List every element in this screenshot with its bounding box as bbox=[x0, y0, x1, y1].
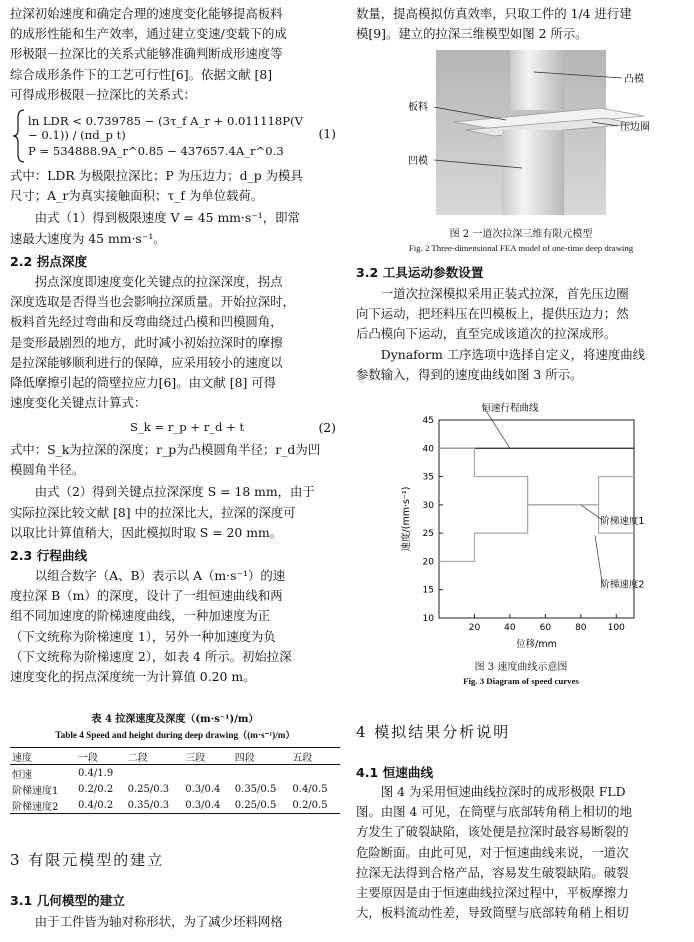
text-line: 是变形最剧烈的地方，此时减小初始拉深时的摩擦 bbox=[10, 334, 283, 350]
equation-line: ln LDR < 0.739785 − (3τ_f A_r + 0.011118P(V − 0.1)) / (πd_p t) bbox=[28, 114, 303, 142]
y-tick-label: 10 bbox=[422, 614, 434, 624]
text-line: 拉深无法得到合格产品，容易发生破裂缺陷。破裂 bbox=[356, 864, 629, 880]
figure-caption: 图 3 速度曲线示意图 bbox=[474, 662, 568, 673]
y-tick-label: 30 bbox=[422, 500, 434, 511]
figure-caption-en: Fig. 3 Diagram of speed curves bbox=[463, 676, 579, 686]
table-cell bbox=[183, 765, 233, 782]
section-heading: 2.2 拐点深度 bbox=[10, 254, 88, 269]
section-heading: 4 模拟结果分析说明 bbox=[356, 723, 511, 741]
annotation-label: 阶梯速度2 bbox=[600, 579, 645, 591]
text-line: 向下运动，把坯料压在凹模板上，提供压边力；然 bbox=[356, 306, 629, 322]
equation-line: S_k = r_p + r_d + t bbox=[130, 420, 245, 434]
table-header: 五段 bbox=[292, 752, 313, 764]
table-row bbox=[10, 781, 340, 797]
equation-line: P = 534888.9A_r^0.85 − 437657.4A_r^0.3 bbox=[28, 144, 284, 158]
table-cell: 0.4/0.2 bbox=[78, 799, 114, 811]
figure-2 bbox=[356, 50, 686, 253]
y-tick-label: 35 bbox=[422, 472, 434, 483]
table-cell bbox=[233, 765, 291, 782]
x-axis-label: 位移/mm bbox=[516, 639, 557, 650]
section-heading: 3.2 工具运动参数设置 bbox=[356, 265, 484, 280]
intro-paragraph bbox=[10, 4, 340, 105]
y-tick-label: 25 bbox=[422, 529, 434, 540]
table-cell: 0.2/0.2 bbox=[78, 783, 114, 795]
text-line: 图 4 为采用恒速曲线拉深时的成形极限 FLD bbox=[380, 784, 626, 799]
text-line: （下文统称为阶梯速度 2），如表 4 所示。初始拉深 bbox=[10, 648, 292, 664]
table-cell: 0.4/0.5 bbox=[292, 783, 328, 795]
fea-model-illustration bbox=[356, 50, 686, 215]
text-line: 后凸模向下运动，直至完成该道次的拉深成形。 bbox=[356, 326, 617, 342]
section-heading: 2.3 行程曲线 bbox=[10, 548, 88, 563]
text-line: 式中：S_k为拉深的深度；r_p为凸模圆角半径；r_d为凹 bbox=[10, 442, 321, 457]
table-cell: 0.2/0.5 bbox=[292, 799, 328, 811]
annotation-leader bbox=[595, 535, 602, 583]
table-cell bbox=[126, 765, 184, 782]
table-cell bbox=[290, 765, 340, 782]
equation-number: (2) bbox=[318, 420, 336, 435]
table-cell: 阶梯速度1 bbox=[12, 785, 59, 797]
paragraph bbox=[10, 272, 340, 413]
table-header: 二段 bbox=[127, 752, 148, 764]
text-line: 模[9]。建立的拉深三维模型如图 2 所示。 bbox=[356, 26, 588, 42]
annotation-label: 恒速行程曲线 bbox=[481, 402, 539, 414]
speed-table bbox=[10, 747, 340, 814]
table-cell: 阶梯速度2 bbox=[12, 801, 59, 813]
table-header: 三段 bbox=[185, 752, 206, 764]
text-line: 以取比计算值稍大，因此模拟时取 S = 20 mm。 bbox=[10, 524, 283, 540]
brace-icon bbox=[10, 108, 30, 164]
text-line: 主要原因是由于恒速曲线拉深过程中，平板摩擦力 bbox=[356, 885, 629, 901]
text-line: 由式（1）得到极限速度 V = 45 mm·s⁻¹，即常 bbox=[34, 210, 300, 226]
table-cell: 0.3/0.4 bbox=[185, 799, 221, 811]
die-shape bbox=[502, 130, 564, 215]
punch-shape bbox=[510, 50, 564, 110]
text-line: 方发生了破裂缺陷，该处便是拉深时最容易断裂的 bbox=[356, 824, 629, 840]
text-line: 速度变化关键点计算式： bbox=[10, 395, 147, 411]
paragraph bbox=[10, 440, 340, 543]
table-header: 四段 bbox=[234, 752, 255, 764]
text-line: 拉深初始速度和确定合理的速度变化能够提高板料 bbox=[10, 6, 283, 21]
table-cell: 0.25/0.5 bbox=[234, 799, 277, 811]
text-line: 式中：LDR 为极限拉深比；P 为压边力；d_p 为模具 bbox=[10, 168, 303, 183]
x-tick-label: 40 bbox=[504, 623, 516, 633]
table-cell: 0.35/0.5 bbox=[234, 783, 277, 795]
x-tick-label: 100 bbox=[607, 623, 625, 633]
section-heading: 3.1 几何模型的建立 bbox=[10, 893, 125, 908]
label-punch: 凸模 bbox=[624, 74, 644, 85]
table-header-row bbox=[10, 748, 340, 765]
text-line: 模圆角半径。 bbox=[10, 462, 85, 478]
table-row bbox=[10, 765, 340, 782]
table-cell: 0.25/0.3 bbox=[127, 783, 170, 795]
label-blank: 板料 bbox=[408, 102, 428, 113]
text-line: 实际拉深比较文献 [8] 中的拉深比大，拉深的深度可 bbox=[10, 504, 296, 520]
table-cell: 恒速 bbox=[12, 769, 32, 781]
equation-number: (1) bbox=[318, 126, 336, 141]
text-line: 大，板料流动性差，导致筒壁与底部转角稍上相切 bbox=[356, 905, 629, 921]
paragraph bbox=[10, 566, 340, 687]
table-header: 速度 bbox=[12, 752, 32, 764]
text-line: 综合成形条件下的工艺可行性[6]。依据文献 [8] bbox=[10, 66, 273, 82]
text-line: 图。由图 4 可见，在筒壁与底部转角稍上相切的地 bbox=[356, 804, 632, 820]
paragraph bbox=[10, 166, 340, 249]
text-line: 度拉深 B（m）的深度，设计了一组恒速曲线和两 bbox=[10, 588, 283, 604]
label-die: 凹模 bbox=[408, 156, 428, 167]
table-caption-en: Table 4 Speed and height during deep drawing（(m·s⁻¹)/m） bbox=[55, 730, 295, 740]
text-line: 是拉深能够顺利进行的保障，应采用较小的速度以 bbox=[10, 354, 283, 370]
text-line: 速度变化的拐点深度统一为计算值 0.20 m。 bbox=[10, 669, 256, 685]
y-tick-label: 15 bbox=[422, 585, 434, 596]
section-heading: 4.1 恒速曲线 bbox=[356, 765, 434, 780]
annotation-label: 阶梯速度1 bbox=[600, 516, 645, 528]
text-line: 的成形性能和生产效率，通过建立变速/变载下的成 bbox=[10, 26, 287, 42]
table-row bbox=[10, 797, 340, 814]
y-tick-label: 45 bbox=[422, 416, 434, 426]
label-holder: 压边圈 bbox=[620, 122, 650, 133]
equation-2 bbox=[10, 418, 340, 438]
text-line: 尺寸；A_r为真实接触面积；τ_f 为单位载荷。 bbox=[10, 188, 264, 204]
x-tick-label: 20 bbox=[468, 623, 481, 633]
text-line: 降低摩擦引起的筒壁拉应力[6]。由文献 [8] 可得 bbox=[10, 375, 277, 391]
figure-caption: 图 2 一道次拉深三维有限元模型 bbox=[449, 229, 593, 240]
text-line: 形极限－拉深比的关系式能够准确判断成形速度等 bbox=[10, 46, 283, 62]
text-line: Dynaform 工序选项中选择自定义，将速度曲线 bbox=[380, 346, 646, 362]
text-line: 由式（2）得到关键点拉深深度 S = 18 mm，由于 bbox=[34, 484, 315, 500]
text-line: 数量，提高模拟仿真效率，只取工件的 1/4 进行建 bbox=[356, 6, 632, 21]
paragraph bbox=[356, 4, 686, 44]
table-cell: 0.4/1.9 bbox=[78, 767, 114, 779]
table-cell: 0.3/0.4 bbox=[185, 783, 221, 795]
y-axis-label: 速度/(mm·s⁻¹) bbox=[401, 486, 412, 552]
x-tick-label: 60 bbox=[539, 623, 552, 633]
paragraph bbox=[356, 284, 686, 385]
speed-curve-chart bbox=[356, 400, 686, 650]
text-line: 由于工件皆为轴对称形状，为了减少坯料网格 bbox=[34, 914, 283, 929]
text-line: 以组合数字（A、B）表示以 A（m·s⁻¹）的速 bbox=[34, 568, 286, 583]
text-line: 可得成形极限－拉深比的关系式： bbox=[10, 86, 196, 102]
table-caption: 表 4 拉深速度及深度（(m·s⁻¹)/m） bbox=[91, 714, 259, 725]
section-heading: 3 有限元模型的建立 bbox=[10, 851, 165, 869]
table-header: 一段 bbox=[78, 752, 98, 764]
paragraph bbox=[10, 912, 340, 932]
y-tick-label: 40 bbox=[422, 444, 434, 455]
text-line: 一道次拉深模拟采用正装式拉深，首先压边圈 bbox=[380, 286, 629, 301]
equation-1 bbox=[10, 108, 340, 164]
text-line: 危险断面。由此可见，对于恒速曲线来说，一道次 bbox=[356, 844, 629, 860]
figure-3 bbox=[356, 400, 686, 690]
text-line: 板料首先经过弯曲和反弯曲绕过凸模和凹模圆角， bbox=[10, 314, 283, 330]
text-line: （下文统称为阶梯速度 1），另外一种加速度为负 bbox=[10, 628, 276, 644]
table-cell: 0.35/0.3 bbox=[127, 799, 170, 811]
x-tick-label: 80 bbox=[575, 623, 587, 633]
figure-caption-en: Fig. 2 Three-dimensional FEA model of one-time deep drawing bbox=[408, 243, 634, 253]
text-line: 深度选取是否得当也会影响拉深质量。开始拉深时， bbox=[10, 294, 295, 310]
text-line: 组不同加速度的阶梯速度曲线，一种加速度为正 bbox=[10, 608, 271, 624]
paragraph bbox=[356, 782, 686, 923]
text-line: 速最大速度为 45 mm·s⁻¹。 bbox=[10, 230, 166, 246]
text-line: 参数输入，得到的速度曲线如图 3 所示。 bbox=[356, 366, 583, 382]
text-line: 拐点深度即速度变化关键点的拉深深度，拐点 bbox=[34, 274, 283, 289]
y-tick-label: 20 bbox=[422, 557, 434, 568]
